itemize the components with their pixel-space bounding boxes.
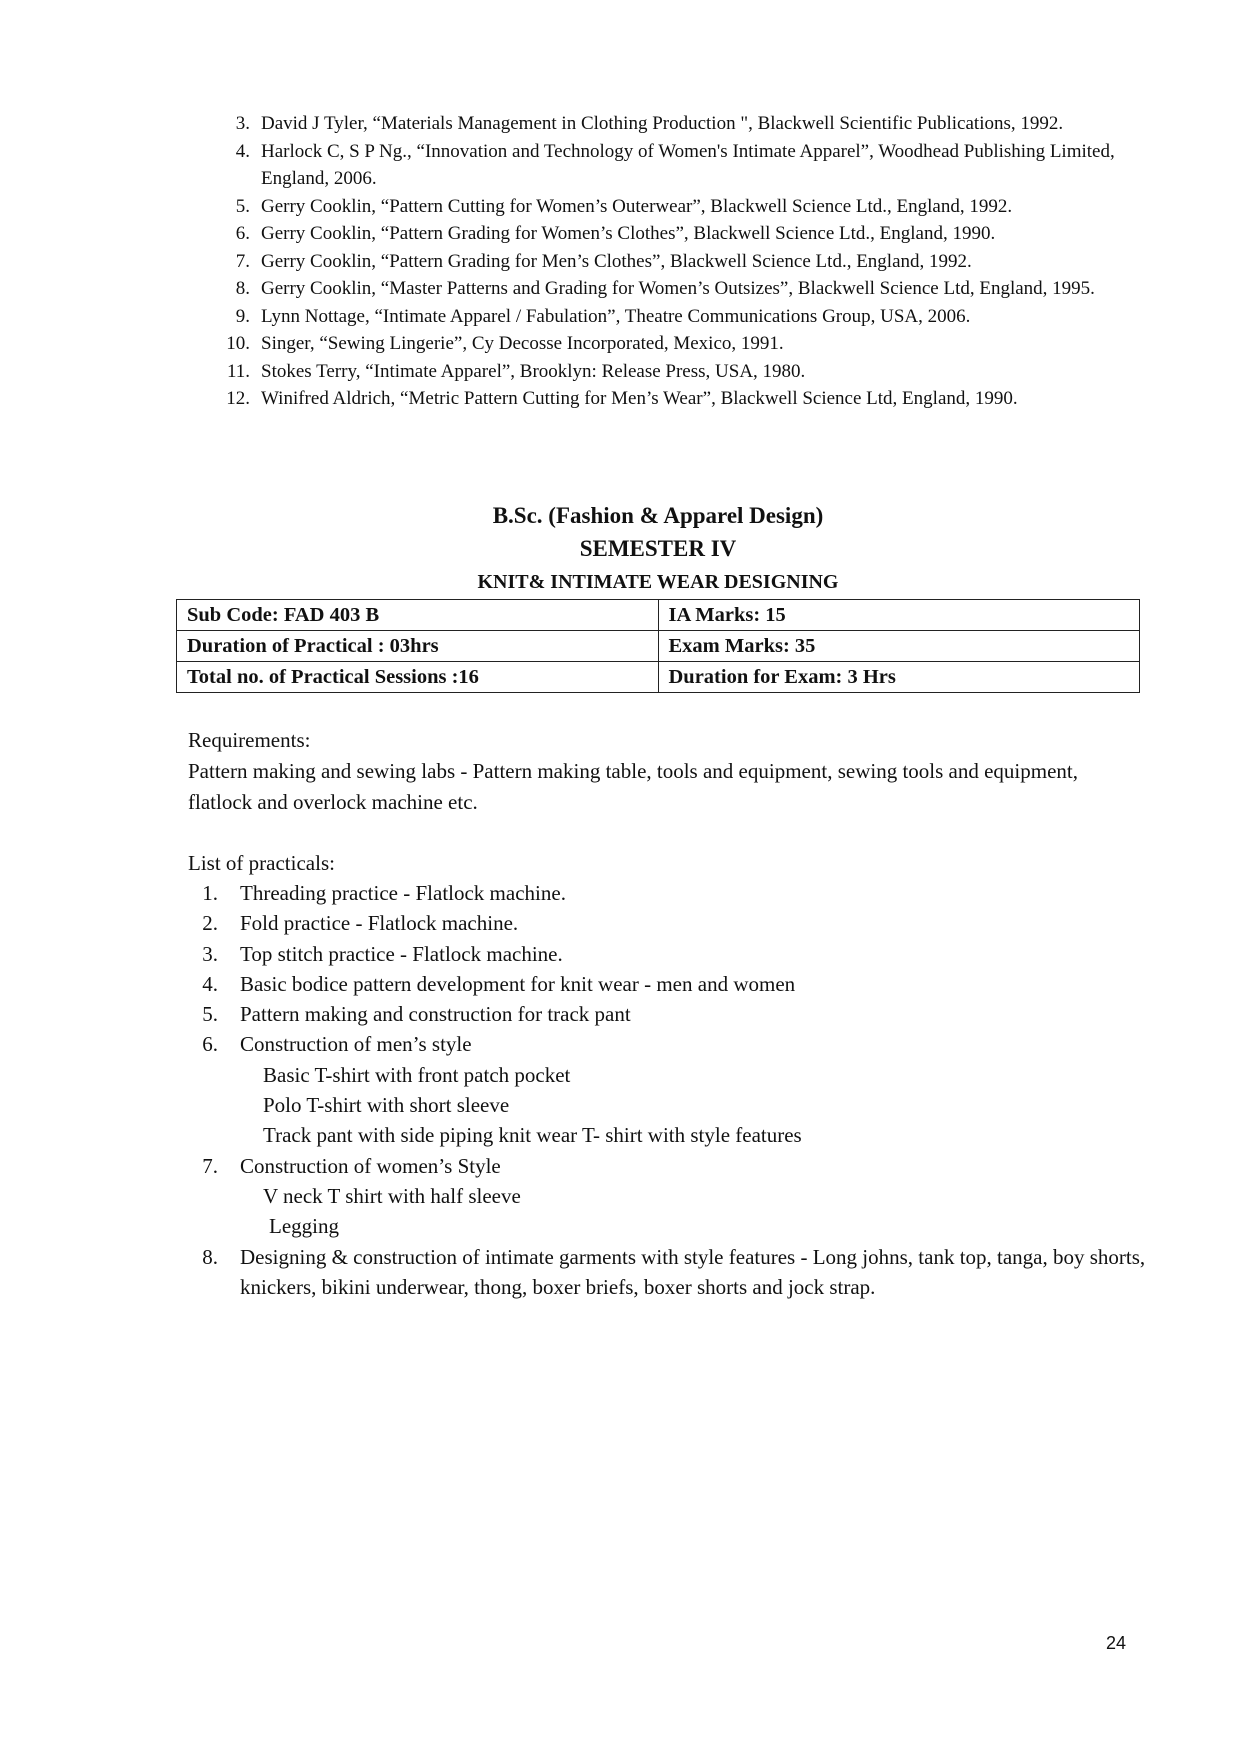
page-number: 24 <box>1106 1633 1127 1653</box>
reference-text: Gerry Cooklin, “Pattern Grading for Women’s Clothes”, Blackwell Science Ltd., England, 1990. <box>261 223 996 244</box>
list-number: 1. <box>202 881 218 905</box>
list-number: 2. <box>202 911 218 936</box>
reference-item <box>220 110 1120 138</box>
list-item <box>188 1242 1148 1303</box>
reference-number: 5. <box>235 195 250 217</box>
sub-item: Track pant with side piping knit wear T- shirt with style features <box>263 1123 802 1148</box>
reference-item <box>220 220 1120 248</box>
table-cell: Duration for Exam: 3 Hrs <box>658 662 1140 693</box>
reference-number: 10. <box>226 333 250 354</box>
list-text: Threading practice - Flatlock machine. <box>240 881 566 905</box>
reference-text: Gerry Cooklin, “Master Patterns and Grading for Women’s Outsizes”, Blackwell Science Ltd, England, 1995. <box>261 278 1095 299</box>
subject-title: KNIT& INTIMATE WEAR DESIGNING <box>477 571 839 593</box>
list-number: 6. <box>202 1032 218 1057</box>
table-row <box>177 600 1140 631</box>
list-text: Construction of women’s Style <box>240 1153 501 1178</box>
reference-text: Gerry Cooklin, “Pattern Grading for Men’s Clothes”, Blackwell Science Ltd., England, 1992. <box>261 250 972 272</box>
reference-text: Singer, “Sewing Lingerie”, Cy Decosse Incorporated, Mexico, 1991. <box>261 333 784 354</box>
reference-text: Gerry Cooklin, “Pattern Cutting for Women’s Outerwear”, Blackwell Science Ltd., England, 1992. <box>261 195 1013 217</box>
list-text: Designing & construction of intimate garments with style features - Long johns, tank top, tanga, boy shorts, knickers, bikini underwear, thong, boxer briefs, boxer shorts and jock strap. <box>240 1244 1146 1299</box>
requirements-label: Requirements: <box>188 728 311 752</box>
reference-item <box>220 385 1120 413</box>
reference-item <box>220 193 1120 221</box>
list-number: 3. <box>202 941 218 966</box>
reference-text: Lynn Nottage, “Intimate Apparel / Fabulation”, Theatre Communications Group, USA, 2006. <box>261 305 971 327</box>
table-cell: Duration of Practical : 03hrs <box>177 631 659 662</box>
table-cell: Exam Marks: 35 <box>658 631 1140 662</box>
reference-number: 9. <box>235 305 250 327</box>
table-cell: Sub Code: FAD 403 B <box>177 600 659 631</box>
program-title: B.Sc. (Fashion & Apparel Design) <box>492 503 824 528</box>
list-item <box>188 939 1148 969</box>
list-item <box>188 908 1148 938</box>
sub-item: Legging <box>269 1214 339 1239</box>
reference-text: Winifred Aldrich, “Metric Pattern Cutting for Men’s Wear”, Blackwell Science Ltd, England, 1990. <box>261 388 1018 409</box>
reference-number: 11. <box>226 360 250 382</box>
reference-text: David J Tyler, “Materials Management in Clothing Production ", Blackwell Scientific Publications, 1992. <box>261 113 1064 134</box>
reference-number: 3. <box>235 113 250 134</box>
list-number: 8. <box>202 1244 218 1269</box>
list-text: Fold practice - Flatlock machine. <box>240 911 519 936</box>
reference-text: Stokes Terry, “Intimate Apparel”, Brooklyn: Release Press, USA, 1980. <box>261 360 806 382</box>
reference-number: 12. <box>226 388 250 409</box>
table-row <box>177 631 1140 662</box>
list-text: Top stitch practice - Flatlock machine. <box>240 941 563 966</box>
list-text: Pattern making and construction for track pant <box>240 1002 631 1027</box>
semester-title: SEMESTER IV <box>579 536 737 561</box>
sub-item: Polo T-shirt with short sleeve <box>263 1093 510 1118</box>
requirements-text: Pattern making and sewing labs - Pattern making table, tools and equipment, sewing tools and equipment, flatlock and overlock machine etc. <box>188 759 1078 814</box>
list-number: 4. <box>202 971 218 996</box>
sub-item: Basic T-shirt with front patch pocket <box>263 1062 571 1087</box>
reference-item <box>220 330 1120 358</box>
reference-number: 4. <box>235 140 250 162</box>
reference-list <box>220 110 1120 413</box>
practicals-label: List of practicals: <box>188 851 335 875</box>
reference-item <box>220 303 1120 331</box>
reference-number: 7. <box>235 250 250 272</box>
list-item <box>188 878 1148 908</box>
reference-item <box>220 138 1120 193</box>
reference-item <box>220 275 1120 303</box>
list-item <box>188 1151 1148 1242</box>
reference-number: 8. <box>235 278 250 299</box>
list-item <box>188 999 1148 1029</box>
course-info-table <box>176 599 1140 693</box>
list-text: Basic bodice pattern development for knit wear - men and women <box>240 971 796 996</box>
table-row <box>177 662 1140 693</box>
sub-item: V neck T shirt with half sleeve <box>263 1183 521 1208</box>
list-item <box>188 969 1148 999</box>
practicals-list <box>188 878 1148 1302</box>
list-number: 7. <box>202 1153 218 1178</box>
reference-item <box>220 358 1120 386</box>
reference-item <box>220 248 1120 276</box>
list-text: Construction of men’s style <box>240 1032 472 1057</box>
table-cell: Total no. of Practical Sessions :16 <box>177 662 659 693</box>
reference-text: Harlock C, S P Ng., “Innovation and Technology of Women's Intimate Apparel”, Woodhead Publishing Limited, England, 2006. <box>261 140 1115 189</box>
list-item <box>188 1029 1148 1150</box>
table-cell: IA Marks: 15 <box>658 600 1140 631</box>
reference-number: 6. <box>235 223 250 244</box>
list-number: 5. <box>202 1002 218 1027</box>
